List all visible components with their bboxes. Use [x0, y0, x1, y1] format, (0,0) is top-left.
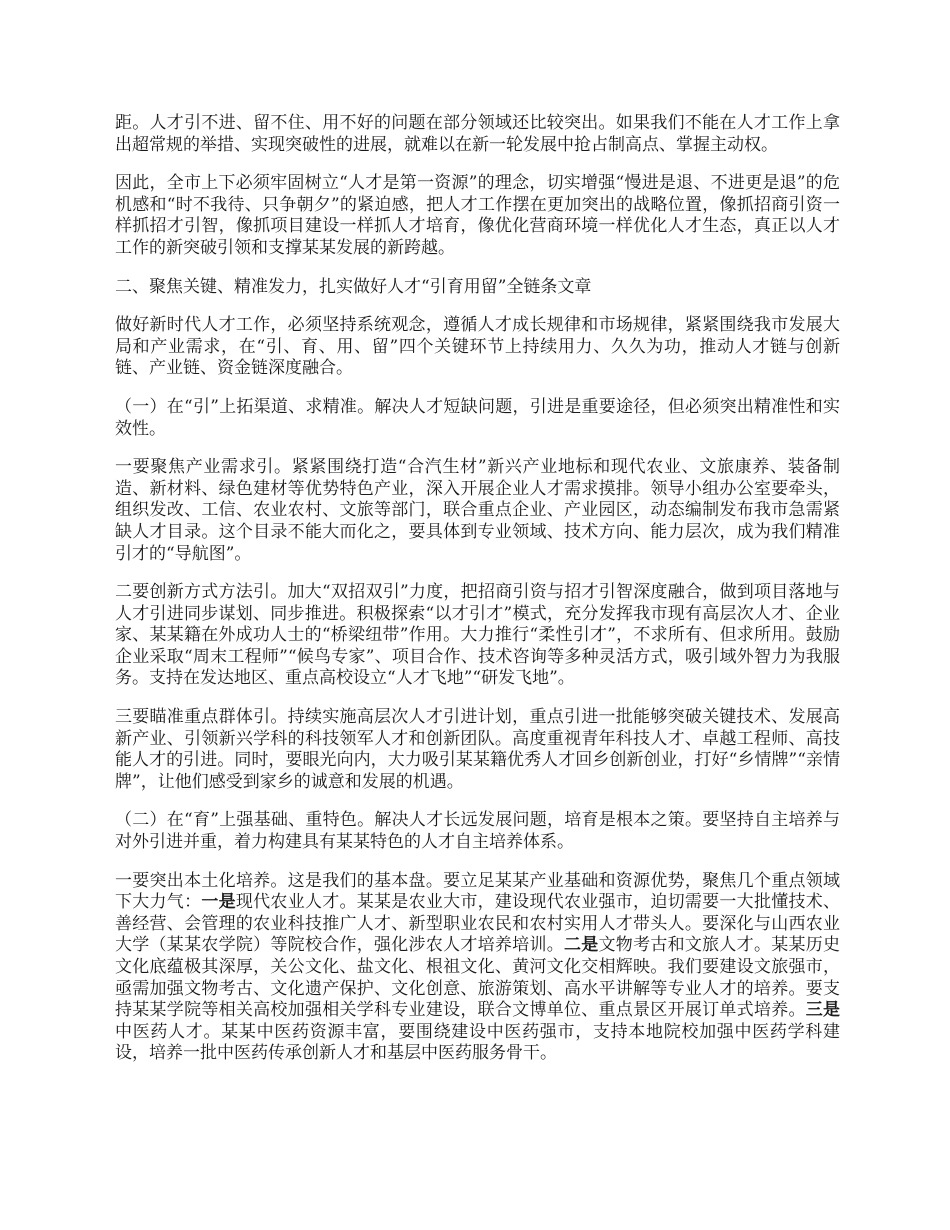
section-heading-two: 二、聚焦关键、精准发力，扎实做好人才“引育用留”全链条文章	[115, 276, 592, 297]
paragraph-industry-demand: 一要聚焦产业需求引。紧紧围绕打造“合汽生材”新兴产业地标和现代农业、文旅康养、装备制造、新材料、绿色建材等优势特色产业，深入开展企业人才需求摸排。领导小组办公室要牵头，组织发改、工信、农业农村、文旅等部门，联合重点企业、产业园区，动态编制发布我市急需紧缺人才目录。这个目录不能大而化之，要具体到专业领域、技术方向、能力层次，成为我们精准引才的“导航图”。	[115, 457, 840, 564]
paragraph-local-training	[115, 871, 840, 1065]
point-two-label: 二是	[563, 935, 599, 956]
point-three-label: 三是	[805, 1000, 841, 1021]
point-three-text: 中医药人才。某某中医药资源丰富，要围绕建设中医药强市，支持本地院校加强中医药学科建设，培养一批中医药传承创新人才和基层中医药服务骨干。	[115, 1021, 840, 1064]
point-two-text: 文物考古和文旅人才。某某历史文化底蕴极其深厚，关公文化、盐文化、根祖文化、黄河文化交相辉映。我们要建设文旅强市，亟需加强文物考古、文化遗产保护、文化创意、旅游策划、高水平讲解等专业人才的培养。要支持某某学院等相关高校加强相关学科专业建设，联合文博单位、重点景区开展订单式培养。	[115, 935, 841, 1021]
local-training-intro: 一要突出本土化培养。这是我们的基本盘。要立足某某产业基础和资源优势，聚焦几个重点领域下大力气：	[115, 870, 840, 913]
point-one-text: 现代农业人才。某某是农业大市，建设现代农业强市，迫切需要一大批懂技术、善经营、会管理的农业科技推广人才、新型职业农民和农村实用人才带头人。要深化与山西农业大学（某某农学院）等院校合作，强化涉农人才培养培训。	[115, 892, 841, 956]
paragraph-first-resource: 因此，全市上下必须牢固树立“人才是第一资源”的理念，切实增强“慢进是退、不进更是退”的危机感和“时不我待、只争朝夕”的紧迫感，把人才工作摆在更加突出的战略位置，像抓招商引资一样抓招才引智，像抓项目建设一样抓人才培育，像优化营商环境一样优化人才生态，真正以人才工作的新突破引领和支撑某某发展的新跨越。	[115, 173, 840, 258]
document-page	[115, 113, 840, 1082]
paragraph-talent-problem: 距。人才引不进、留不住、用不好的问题在部分领域还比较突出。如果我们不能在人才工作上拿出超常规的举措、实现突破性的进展，就难以在新一轮发展中抢占制高点、掌握主动权。	[115, 113, 840, 155]
paragraph-key-groups: 三要瞄准重点群体引。持续实施高层次人才引进计划，重点引进一批能够突破关键技术、发展高新产业、引领新兴学科的科技领军人才和创新团队。高度重视青年科技人才、卓越工程师、高技能人才的引进。同时，要眼光向内，大力吸引某某籍优秀人才回乡创新创业，打好“乡情牌”“亲情牌”，让他们感受到家乡的诚意和发展的机遇。	[115, 707, 840, 792]
subheading-introduce: （一）在“引”上拓渠道、求精准。解决人才短缺问题，引进是重要途径，但必须突出精准性和实效性。	[115, 396, 840, 439]
point-one-label: 一是	[201, 892, 236, 913]
subheading-cultivate: （二）在“育”上强基础、重特色。解决人才长远发展问题，培育是根本之策。要坚持自主培养与对外引进并重，着力构建具有某某特色的人才自主培养体系。	[115, 810, 840, 853]
paragraph-innovative-methods: 二要创新方式方法引。加大“双招双引”力度，把招商引资与招才引智深度融合，做到项目落地与人才引进同步谋划、同步推进。积极探索“以才引才”模式，充分发挥我市现有高层次人才、企业家、某某籍在外成功人士的“桥梁纽带”作用。大力推行“柔性引才”，不求所有、但求所用。鼓励企业采取“周末工程师”“候鸟专家”、项目合作、技术咨询等多种灵活方式，吸引域外智力为我服务。支持在发达地区、重点高校设立“人才飞地”“研发飞地”。	[115, 582, 840, 689]
paragraph-new-era-talent: 做好新时代人才工作，必须坚持系统观念，遵循人才成长规律和市场规律，紧紧围绕我市发展大局和产业需求，在“引、育、用、留”四个关键环节上持续用力、久久为功，推动人才链与创新链、产业链、资金链深度融合。	[115, 315, 840, 379]
